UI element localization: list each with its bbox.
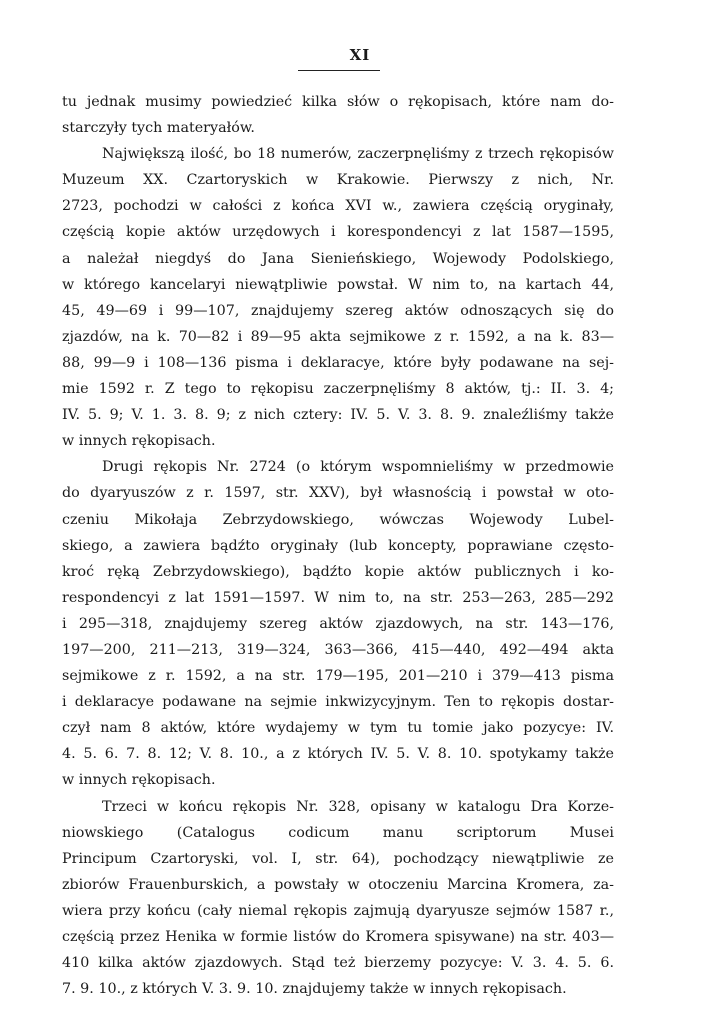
page-number: XI: [349, 46, 371, 64]
text-line: skiego, a zawiera bądźto oryginały (lub koncepty, poprawiane często-: [62, 537, 614, 554]
text-line: Muzeum XX. Czartoryskich w Krakowie. Pierwszy z nich, Nr.: [62, 172, 614, 189]
text-line: czeniu Mikołaja Zebrzydowskiego, wówczas Wojewody Lubel-: [62, 511, 614, 528]
text-line: 7. 9. 10., z których V. 3. 9. 10. znajdujemy także w innych rękopisach.: [62, 981, 567, 998]
text-line: częścią kopie aktów urzędowych i korespondencyi z lat 1587—1595,: [62, 224, 614, 241]
text-line: w którego kancelaryi niewątpliwie powstał. W nim to, na kartach 44,: [62, 276, 614, 293]
text-line: starczyły tych materyałów.: [62, 120, 255, 137]
text-line: Trzeci w końcu rękopis Nr. 328, opisany w katalogu Dra Korze-: [102, 798, 614, 815]
text-line: mie 1592 r. Z tego to rękopisu zaczerpnęliśmy 8 aktów, tj.: II. 3. 4;: [62, 381, 614, 398]
text-line: czył nam 8 aktów, które wydajemy w tym tu tomie jako pozycye: IV.: [62, 720, 614, 737]
text-line: w innych rękopisach.: [62, 772, 216, 789]
text-line: Drugi rękopis Nr. 2724 (o którym wspomnieliśmy w przedmowie: [102, 459, 614, 476]
text-line: niowskiego (Catalogus codicum manu scriptorum Musei: [62, 824, 614, 841]
text-line: tu jednak musimy powiedzieć kilka słów o rękopisach, które nam do-: [62, 94, 614, 110]
text-line: respondencyi z lat 1591—1597. W nim to, na str. 253—263, 285—292: [62, 589, 614, 606]
text-line: sejmikowe z r. 1592, a na str. 179—195, 201—210 i 379—413 pisma: [62, 668, 614, 685]
text-line: 2723, pochodzi w całości z końca XVI w., zawiera częścią oryginały,: [62, 198, 614, 215]
text-line: Principum Czartoryski, vol. I, str. 64), pochodzący niewątpliwie ze: [62, 850, 614, 867]
text-line: 410 kilka aktów zjazdowych. Stąd też bierzemy pozycye: V. 3. 4. 5. 6.: [62, 955, 614, 972]
text-line: do dyaryuszów z r. 1597, str. XXV), był własnością i powstał w oto-: [62, 485, 614, 502]
body-text: [62, 89, 614, 1002]
text-line: 4. 5. 6. 7. 8. 12; V. 8. 10., a z których IV. 5. V. 8. 10. spotykamy także: [62, 746, 614, 763]
text-line: Największą ilość, bo 18 numerów, zaczerpnęliśmy z trzech rękopisów: [102, 146, 614, 163]
text-line: a należał niegdyś do Jana Sienieńskiego, Wojewody Podolskiego,: [62, 250, 614, 267]
text-line: kroć ręką Zebrzydowskiego), bądźto kopie aktów publicznych i ko-: [62, 563, 614, 580]
text-line: IV. 5. 9; V. 1. 3. 8. 9; z nich cztery: IV. 5. V. 3. 8. 9. znaleźliśmy także: [62, 407, 614, 424]
text-line: wiera przy końcu (cały niemal rękopis zajmują dyaryusze sejmów 1587 r.,: [62, 902, 614, 919]
text-line: w innych rękopisach.: [62, 433, 216, 450]
header-rule: [298, 70, 380, 71]
text-line: 88, 99—9 i 108—136 pisma i deklaracye, które były podawane na sej-: [62, 354, 614, 371]
text-line: zjazdów, na k. 70—82 i 89—95 akta sejmikowe z r. 1592, a na k. 83—: [62, 328, 614, 345]
text-line: i 295—318, znajdujemy szereg aktów zjazdowych, na str. 143—176,: [62, 615, 614, 632]
text-line: 197—200, 211—213, 319—324, 363—366, 415—440, 492—494 akta: [62, 641, 614, 658]
text-line: zbiorów Frauenburskich, a powstały w otoczeniu Marcina Kromera, za-: [62, 876, 614, 893]
text-line: 45, 49—69 i 99—107, znajdujemy szereg aktów odnoszących się do: [62, 302, 614, 319]
text-line: i deklaracye podawane na sejmie inkwizycyjnym. Ten to rękopis dostar-: [62, 694, 614, 711]
text-line: częścią przez Henika w formie listów do Kromera spisywane) na str. 403—: [62, 929, 614, 945]
